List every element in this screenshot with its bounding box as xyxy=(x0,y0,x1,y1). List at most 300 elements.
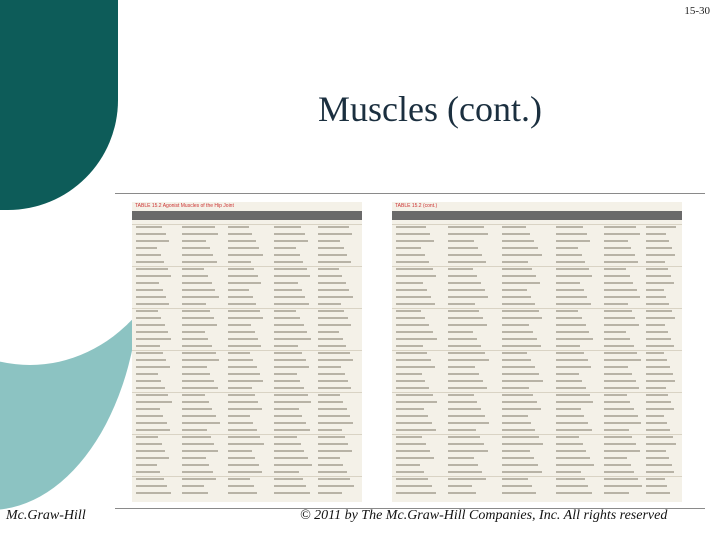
table-text-line xyxy=(556,282,580,284)
table-text-line xyxy=(646,254,675,256)
table-text-line xyxy=(502,240,534,242)
table-text-line xyxy=(318,415,350,417)
table-text-line xyxy=(448,338,477,340)
table-text-line xyxy=(556,254,582,256)
table-text-line xyxy=(182,310,210,312)
table-text-line xyxy=(646,366,670,368)
table-text-line xyxy=(274,478,303,480)
table-text-line xyxy=(182,289,215,291)
table-text-line xyxy=(604,485,642,487)
table-text-line xyxy=(182,443,214,445)
table-text-line xyxy=(646,436,673,438)
table-text-line xyxy=(448,331,473,333)
table-text-line xyxy=(448,352,485,354)
table-text-line xyxy=(556,310,578,312)
table-text-line xyxy=(646,303,669,305)
table-text-line xyxy=(604,408,634,410)
table-text-line xyxy=(556,464,594,466)
table-text-line xyxy=(646,261,665,263)
table-text-line xyxy=(228,226,249,228)
table-text-line xyxy=(556,303,591,305)
table-text-line xyxy=(448,422,489,424)
table-text-line xyxy=(646,331,668,333)
table-text-line xyxy=(396,275,436,277)
table-text-line xyxy=(396,268,433,270)
table-text-line xyxy=(646,492,670,494)
table-text-line xyxy=(604,492,629,494)
table-text-line xyxy=(136,373,158,375)
table-text-line xyxy=(502,254,542,256)
table-text-line xyxy=(502,289,527,291)
table-text-line xyxy=(396,394,433,396)
table-text-line xyxy=(136,261,164,263)
table-text-line xyxy=(318,247,344,249)
table-text-line xyxy=(556,450,586,452)
table-text-line xyxy=(228,492,257,494)
table-text-line xyxy=(228,457,255,459)
table-text-line xyxy=(604,415,638,417)
table-text-line xyxy=(136,450,165,452)
table-text-line xyxy=(556,471,581,473)
right-table-header xyxy=(392,211,682,220)
table-text-line xyxy=(502,478,528,480)
table-text-line xyxy=(556,387,586,389)
table-text-line xyxy=(136,338,171,340)
table-text-line xyxy=(646,422,667,424)
table-text-line xyxy=(556,240,590,242)
table-text-line xyxy=(502,338,537,340)
table-text-line xyxy=(396,471,424,473)
table-text-line xyxy=(274,345,298,347)
table-text-line xyxy=(396,422,432,424)
table-text-line xyxy=(228,282,261,284)
table-text-line xyxy=(318,282,346,284)
table-text-line xyxy=(448,415,485,417)
table-text-line xyxy=(556,394,590,396)
table-text-line xyxy=(182,450,218,452)
table-text-line xyxy=(228,373,260,375)
table-text-line xyxy=(318,443,348,445)
table-text-line xyxy=(228,289,249,291)
table-text-line xyxy=(556,422,588,424)
slide-number: 15-30 xyxy=(684,5,710,17)
left-muscle-table xyxy=(132,202,362,502)
table-text-line xyxy=(136,408,160,410)
table-text-line xyxy=(318,429,342,431)
table-text-line xyxy=(396,366,435,368)
table-text-line xyxy=(646,268,668,270)
table-text-line xyxy=(396,289,427,291)
table-text-line xyxy=(556,338,593,340)
table-text-line xyxy=(396,261,429,263)
table-text-line xyxy=(604,310,632,312)
table-text-line xyxy=(274,352,302,354)
table-text-line xyxy=(228,387,252,389)
table-text-line xyxy=(136,492,171,494)
table-text-line xyxy=(318,268,339,270)
table-text-line xyxy=(646,408,674,410)
table-text-line xyxy=(646,247,672,249)
table-text-line xyxy=(396,240,434,242)
slide-title: Muscles (cont.) xyxy=(318,89,542,129)
table-text-line xyxy=(228,450,252,452)
table-row-divider xyxy=(392,392,682,393)
table-text-line xyxy=(646,373,673,375)
table-text-line xyxy=(182,492,208,494)
table-text-line xyxy=(228,394,255,396)
table-text-line xyxy=(502,317,542,319)
table-text-line xyxy=(448,394,474,396)
table-text-line xyxy=(136,352,163,354)
table-text-line xyxy=(318,226,349,228)
table-text-line xyxy=(182,352,216,354)
table-text-line xyxy=(556,275,592,277)
table-text-line xyxy=(136,233,166,235)
table-text-line xyxy=(556,436,579,438)
table-text-line xyxy=(502,247,538,249)
table-text-line xyxy=(136,359,166,361)
table-text-line xyxy=(228,485,254,487)
table-text-line xyxy=(646,359,667,361)
table-text-line xyxy=(274,422,306,424)
table-text-line xyxy=(502,415,528,417)
table-text-line xyxy=(318,457,340,459)
table-row-divider xyxy=(392,350,682,351)
table-text-line xyxy=(318,401,343,403)
table-row-divider xyxy=(132,434,362,435)
table-text-line xyxy=(604,422,641,424)
table-text-line xyxy=(646,282,674,284)
table-text-line xyxy=(136,471,160,473)
table-text-line xyxy=(646,450,666,452)
table-text-line xyxy=(646,478,665,480)
table-row-divider xyxy=(392,434,682,435)
table-text-line xyxy=(274,450,304,452)
table-text-line xyxy=(228,408,262,410)
table-text-line xyxy=(502,261,528,263)
table-row-divider xyxy=(392,266,682,267)
table-text-line xyxy=(318,366,341,368)
table-text-line xyxy=(396,317,425,319)
table-text-line xyxy=(182,331,205,333)
table-text-line xyxy=(228,233,252,235)
table-text-line xyxy=(228,359,253,361)
table-text-line xyxy=(182,296,219,298)
table-text-line xyxy=(604,464,631,466)
table-text-line xyxy=(646,352,664,354)
table-text-line xyxy=(396,324,429,326)
table-text-line xyxy=(604,240,628,242)
table-text-line xyxy=(646,345,674,347)
table-row-divider xyxy=(132,224,362,225)
table-text-line xyxy=(274,373,297,375)
table-text-line xyxy=(604,436,632,438)
table-text-line xyxy=(274,296,305,298)
table-text-line xyxy=(182,275,208,277)
table-text-line xyxy=(182,394,205,396)
right-muscle-table xyxy=(392,202,682,502)
table-text-line xyxy=(396,492,436,494)
table-text-line xyxy=(136,240,169,242)
table-text-line xyxy=(556,359,588,361)
table-text-line xyxy=(274,233,305,235)
table-text-line xyxy=(396,247,421,249)
table-text-line xyxy=(228,415,250,417)
table-text-line xyxy=(604,338,630,340)
table-text-line xyxy=(646,429,670,431)
left-table-header xyxy=(132,211,362,220)
table-text-line xyxy=(182,457,206,459)
table-text-line xyxy=(274,464,312,466)
table-text-line xyxy=(182,408,212,410)
table-text-line xyxy=(604,324,639,326)
table-text-line xyxy=(228,401,258,403)
table-text-line xyxy=(318,464,343,466)
table-text-line xyxy=(556,485,588,487)
table-text-line xyxy=(396,296,431,298)
table-text-line xyxy=(228,275,258,277)
table-text-line xyxy=(318,345,346,347)
table-text-line xyxy=(502,457,534,459)
table-text-line xyxy=(396,380,425,382)
table-text-line xyxy=(182,464,209,466)
table-text-line xyxy=(136,345,160,347)
table-text-line xyxy=(228,436,260,438)
table-text-line xyxy=(274,254,300,256)
table-text-line xyxy=(318,310,344,312)
table-text-line xyxy=(502,296,531,298)
table-text-line xyxy=(318,324,351,326)
table-text-line xyxy=(604,359,641,361)
table-text-line xyxy=(136,317,161,319)
table-text-line xyxy=(502,387,529,389)
table-text-line xyxy=(448,380,483,382)
table-text-line xyxy=(136,457,169,459)
table-text-line xyxy=(318,275,342,277)
table-text-line xyxy=(448,492,476,494)
table-text-line xyxy=(136,296,166,298)
table-text-line xyxy=(502,268,532,270)
table-text-line xyxy=(274,443,301,445)
table-text-line xyxy=(274,415,302,417)
table-text-line xyxy=(182,226,215,228)
table-text-line xyxy=(448,324,487,326)
table-text-line xyxy=(318,331,339,333)
table-text-line xyxy=(396,254,425,256)
table-text-line xyxy=(646,226,676,228)
table-text-line xyxy=(556,478,585,480)
table-text-line xyxy=(228,261,251,263)
table-text-line xyxy=(556,457,590,459)
table-text-line xyxy=(448,345,481,347)
table-text-line xyxy=(136,380,161,382)
table-text-line xyxy=(318,485,354,487)
table-text-line xyxy=(228,429,257,431)
table-text-line xyxy=(502,443,543,445)
table-text-line xyxy=(228,338,258,340)
table-text-line xyxy=(556,289,584,291)
table-text-line xyxy=(396,408,424,410)
table-text-line xyxy=(274,401,311,403)
table-text-line xyxy=(556,366,591,368)
table-text-line xyxy=(396,485,432,487)
rule-top xyxy=(115,193,705,194)
table-text-line xyxy=(396,303,435,305)
table-text-line xyxy=(228,268,254,270)
table-text-line xyxy=(274,261,303,263)
table-row-divider xyxy=(392,476,682,477)
table-text-line xyxy=(396,359,431,361)
table-text-line xyxy=(182,471,213,473)
table-text-line xyxy=(274,366,309,368)
table-text-line xyxy=(274,485,306,487)
table-text-line xyxy=(274,436,297,438)
table-text-line xyxy=(604,275,630,277)
table-text-line xyxy=(228,240,256,242)
table-text-line xyxy=(274,282,298,284)
table-text-line xyxy=(556,324,586,326)
table-text-line xyxy=(274,471,299,473)
table-text-line xyxy=(182,338,208,340)
table-text-line xyxy=(182,485,204,487)
table-text-line xyxy=(556,415,584,417)
table-text-line xyxy=(396,464,420,466)
table-text-line xyxy=(448,401,477,403)
table-text-line xyxy=(646,317,675,319)
table-text-line xyxy=(604,366,628,368)
table-text-line xyxy=(396,443,426,445)
table-text-line xyxy=(646,471,674,473)
table-text-line xyxy=(318,352,350,354)
table-text-line xyxy=(274,359,306,361)
table-text-line xyxy=(502,401,537,403)
table-text-line xyxy=(136,268,168,270)
table-text-line xyxy=(274,317,300,319)
table-text-line xyxy=(136,366,170,368)
table-text-line xyxy=(502,485,532,487)
table-text-line xyxy=(604,443,636,445)
table-text-line xyxy=(228,464,259,466)
table-text-line xyxy=(604,317,635,319)
table-text-line xyxy=(604,303,628,305)
table-text-line xyxy=(182,436,211,438)
table-text-line xyxy=(182,233,218,235)
table-text-line xyxy=(136,415,163,417)
table-text-line xyxy=(396,352,427,354)
table-text-line xyxy=(604,226,636,228)
table-text-line xyxy=(136,282,159,284)
table-text-line xyxy=(318,387,351,389)
table-text-line xyxy=(318,394,340,396)
table-text-line xyxy=(646,310,672,312)
table-text-line xyxy=(318,478,350,480)
table-text-line xyxy=(556,226,583,228)
table-text-line xyxy=(396,331,433,333)
table-text-line xyxy=(182,387,218,389)
table-text-line xyxy=(604,331,626,333)
table-text-line xyxy=(182,359,219,361)
table-text-line xyxy=(136,324,165,326)
table-text-line xyxy=(318,289,349,291)
table-text-line xyxy=(604,296,640,298)
table-text-line xyxy=(448,485,472,487)
table-text-line xyxy=(182,324,217,326)
table-text-line xyxy=(646,415,664,417)
table-text-line xyxy=(136,443,162,445)
table-text-line xyxy=(136,247,157,249)
table-text-line xyxy=(136,436,158,438)
table-text-line xyxy=(182,317,214,319)
table-text-line xyxy=(646,380,675,382)
table-text-line xyxy=(396,415,428,417)
table-text-line xyxy=(228,478,250,480)
table-text-line xyxy=(228,303,256,305)
table-text-line xyxy=(274,429,310,431)
table-text-line xyxy=(136,387,165,389)
table-text-line xyxy=(502,303,535,305)
table-text-line xyxy=(502,345,541,347)
table-text-line xyxy=(646,485,667,487)
table-text-line xyxy=(396,345,423,347)
table-text-line xyxy=(136,394,168,396)
table-text-line xyxy=(556,443,583,445)
table-text-line xyxy=(646,387,666,389)
table-text-line xyxy=(502,394,533,396)
table-text-line xyxy=(182,380,214,382)
table-text-line xyxy=(136,401,172,403)
table-text-line xyxy=(448,247,478,249)
table-text-line xyxy=(274,492,310,494)
table-text-line xyxy=(318,380,348,382)
right-table-body xyxy=(392,224,682,499)
table-text-line xyxy=(502,233,530,235)
table-text-line xyxy=(274,226,301,228)
table-text-line xyxy=(448,436,480,438)
table-text-line xyxy=(448,261,486,263)
table-text-line xyxy=(502,359,531,361)
table-text-line xyxy=(136,275,171,277)
table-text-line xyxy=(182,240,206,242)
table-text-line xyxy=(604,457,627,459)
left-table-caption: TABLE 15.2 Agonist Muscles of the Hip Joint xyxy=(135,203,234,209)
copyright-footer: © 2011 by The Mc.Graw-Hill Companies, Inc. All rights reserved xyxy=(300,508,668,523)
table-text-line xyxy=(274,310,296,312)
table-row-divider xyxy=(132,308,362,309)
table-text-line xyxy=(502,373,539,375)
table-text-line xyxy=(182,254,213,256)
left-table-body xyxy=(132,224,362,499)
table-text-line xyxy=(646,401,671,403)
table-text-line xyxy=(182,478,216,480)
table-text-line xyxy=(136,310,158,312)
table-text-line xyxy=(646,338,671,340)
table-text-line xyxy=(448,408,481,410)
table-text-line xyxy=(274,275,310,277)
table-text-line xyxy=(274,408,299,410)
table-text-line xyxy=(228,331,255,333)
table-text-line xyxy=(604,261,638,263)
table-text-line xyxy=(396,478,428,480)
table-text-line xyxy=(502,324,529,326)
table-text-line xyxy=(396,429,436,431)
table-text-line xyxy=(502,422,531,424)
table-text-line xyxy=(448,296,488,298)
table-text-line xyxy=(604,282,633,284)
table-text-line xyxy=(182,373,210,375)
table-text-line xyxy=(228,380,263,382)
table-text-line xyxy=(556,296,587,298)
table-text-line xyxy=(556,261,585,263)
